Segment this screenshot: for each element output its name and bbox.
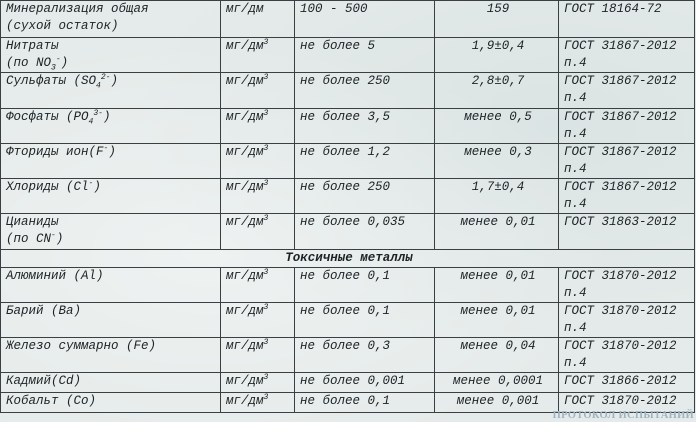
norm-cell: 100 - 500 bbox=[295, 1, 435, 38]
method-cell: ГОСТ 31867-2012 п.4 bbox=[559, 179, 695, 214]
unit-cell: $мг/дм^3$ bbox=[221, 338, 295, 373]
section-row bbox=[1, 250, 695, 268]
result-cell: менее 0,001 bbox=[435, 393, 559, 413]
section-title: Токсичные металлы bbox=[1, 250, 695, 268]
method-cell: ГОСТ 31867-2012 п.4 bbox=[559, 109, 695, 144]
method-cell: ГОСТ 18164-72 bbox=[559, 1, 695, 38]
table-row bbox=[1, 338, 695, 373]
param-name: Фториды ион(F-) bbox=[1, 144, 221, 179]
norm-cell: не более 0,1 bbox=[295, 303, 435, 338]
unit-cell: $мг/дм^3$ bbox=[221, 214, 295, 250]
norm-cell: не более 3,5 bbox=[295, 109, 435, 144]
result-cell: менее 0,04 bbox=[435, 338, 559, 373]
table-row bbox=[1, 1, 695, 38]
param-name: Фосфаты $(PO_4^{3-})$ bbox=[1, 109, 221, 144]
result-cell: менее 0,0001 bbox=[435, 373, 559, 393]
table-row bbox=[1, 144, 695, 179]
table-row bbox=[1, 109, 695, 144]
unit-cell: $мг/дм^3$ bbox=[221, 179, 295, 214]
norm-cell: не более 1,2 bbox=[295, 144, 435, 179]
norm-cell: не более 0,001 bbox=[295, 373, 435, 393]
method-cell: ГОСТ 31867-2012 п.4 bbox=[559, 144, 695, 179]
param-name: Барий (Ba) bbox=[1, 303, 221, 338]
unit-cell: мг/дм bbox=[221, 1, 295, 38]
param-name: Нитраты (по $NO_3^-$) bbox=[1, 38, 221, 73]
method-cell: ГОСТ 31870-2012 п.4 bbox=[559, 303, 695, 338]
param-name: Сульфаты $(SO_4^{2-})$ bbox=[1, 73, 221, 109]
norm-cell: не более 0,1 bbox=[295, 268, 435, 303]
param-name: Хлориды (Cl-) bbox=[1, 179, 221, 214]
result-cell: 2,8±0,7 bbox=[435, 73, 559, 109]
table-row bbox=[1, 73, 695, 109]
table-row bbox=[1, 214, 695, 250]
method-cell: ГОСТ 31866-2012 bbox=[559, 373, 695, 393]
result-cell: менее 0,3 bbox=[435, 144, 559, 179]
norm-cell: не более 0,3 bbox=[295, 338, 435, 373]
method-cell: ГОСТ 31870-2012 п.4 bbox=[559, 268, 695, 303]
result-cell: менее 0,5 bbox=[435, 109, 559, 144]
method-cell: ГОСТ 31870-2012 bbox=[559, 393, 695, 413]
param-name: Кадмий(Cd) bbox=[1, 373, 221, 393]
unit-cell: $мг/дм^3$ bbox=[221, 73, 295, 109]
table-row bbox=[1, 179, 695, 214]
unit-cell: $мг/дм^3$ bbox=[221, 109, 295, 144]
param-name: Цианиды (по CN-) bbox=[1, 214, 221, 250]
table-row bbox=[1, 38, 695, 73]
result-cell: менее 0,01 bbox=[435, 214, 559, 250]
result-cell: 159 bbox=[435, 1, 559, 38]
watermark-text: ПРОТОКОЛ ИСПЫТАНИЙ bbox=[552, 410, 694, 421]
table-row bbox=[1, 268, 695, 303]
result-cell: менее 0,01 bbox=[435, 268, 559, 303]
unit-cell: $мг/дм^3$ bbox=[221, 144, 295, 179]
norm-cell: не более 250 bbox=[295, 179, 435, 214]
param-name: Железо суммарно (Fe) bbox=[1, 338, 221, 373]
param-name: Минерализация общая (сухой остаток) bbox=[1, 1, 221, 38]
table-row bbox=[1, 373, 695, 393]
result-cell: 1,9±0,4 bbox=[435, 38, 559, 73]
method-cell: ГОСТ 31863-2012 bbox=[559, 214, 695, 250]
method-cell: ГОСТ 31867-2012 п.4 bbox=[559, 73, 695, 109]
param-name: Алюминий (Al) bbox=[1, 268, 221, 303]
unit-cell: $мг/дм^3$ bbox=[221, 268, 295, 303]
unit-cell: $мг/дм^3$ bbox=[221, 38, 295, 73]
result-cell: 1,7±0,4 bbox=[435, 179, 559, 214]
unit-cell: $мг/дм^3$ bbox=[221, 393, 295, 413]
norm-cell: не более 5 bbox=[295, 38, 435, 73]
unit-cell: $мг/дм^3$ bbox=[221, 303, 295, 338]
method-cell: ГОСТ 31870-2012 п.4 bbox=[559, 338, 695, 373]
param-name: Кобальт (Co) bbox=[1, 393, 221, 413]
norm-cell: не более 250 bbox=[295, 73, 435, 109]
table-row bbox=[1, 303, 695, 338]
unit-cell: $мг/дм^3$ bbox=[221, 373, 295, 393]
result-cell: менее 0,01 bbox=[435, 303, 559, 338]
method-cell: ГОСТ 31867-2012 п.4 bbox=[559, 38, 695, 73]
norm-cell: не более 0,035 bbox=[295, 214, 435, 250]
norm-cell: не более 0,1 bbox=[295, 393, 435, 413]
